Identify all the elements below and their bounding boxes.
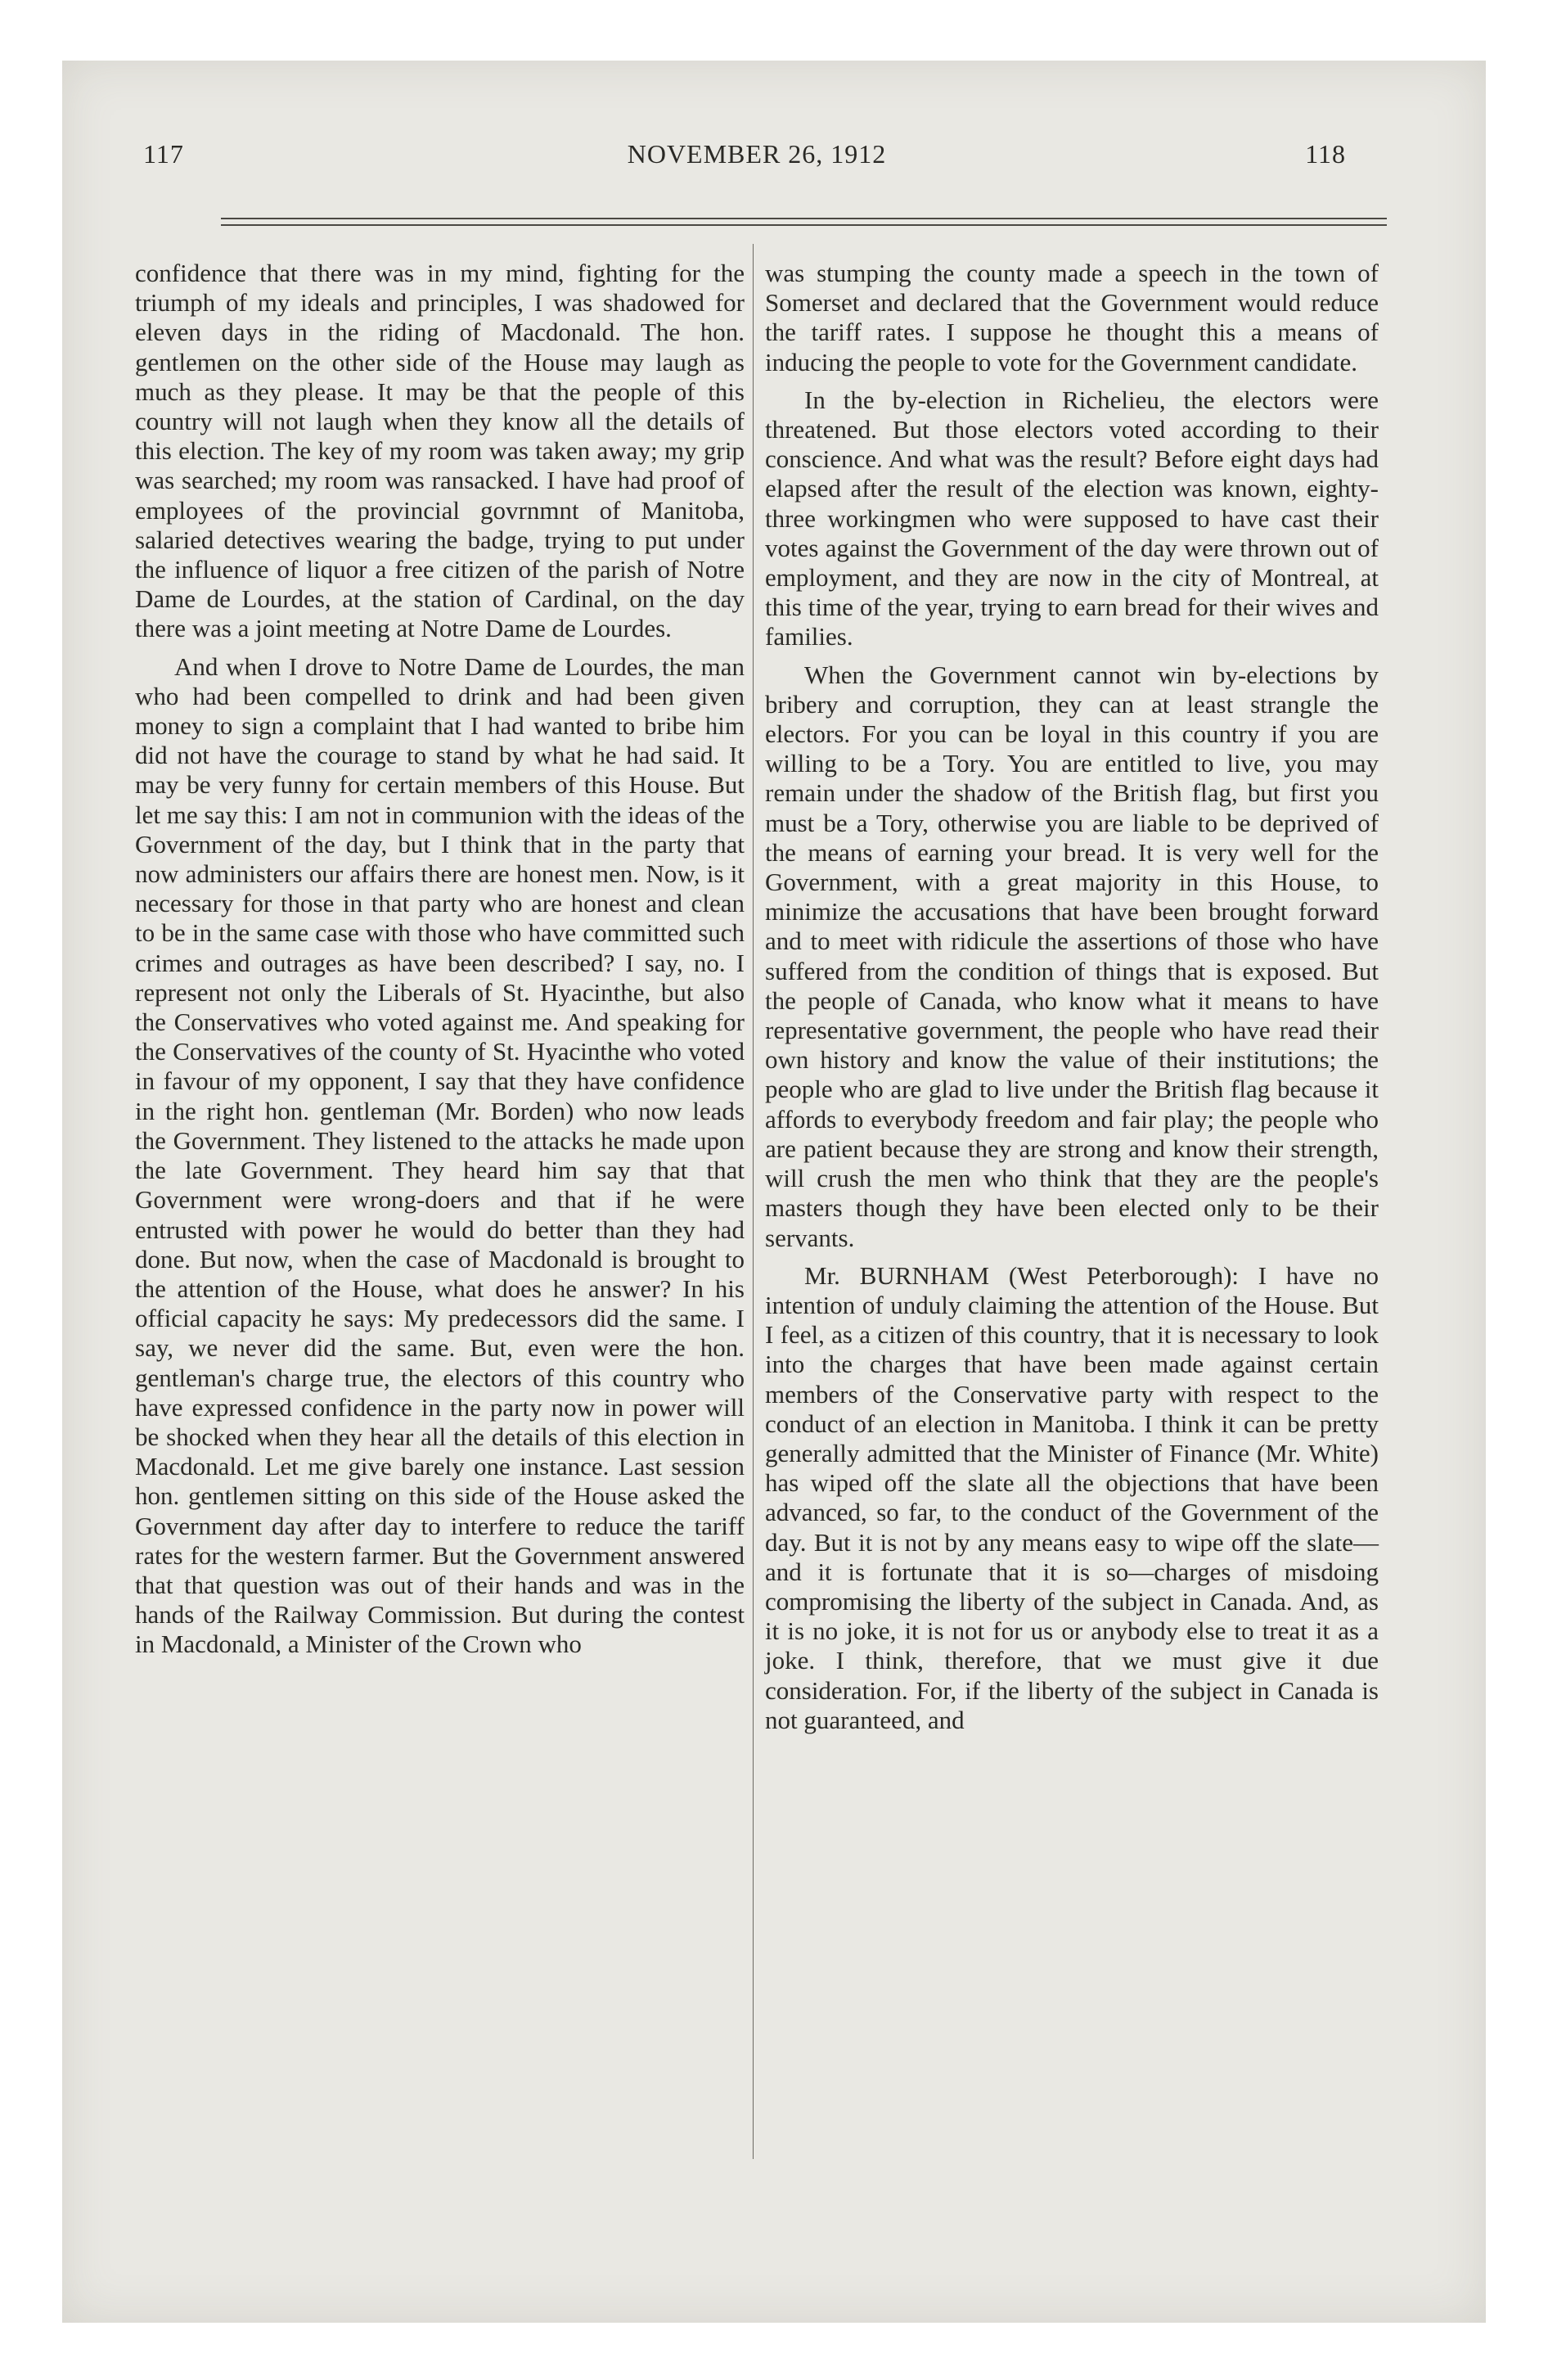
document-page [135, 139, 1379, 2267]
header-rule-bottom [221, 224, 1387, 226]
right-paragraph-4: Mr. BURNHAM (West Peterborough): I have no intention of unduly claiming the attention of the House. But I feel, as a citizen of this country, that it is necessary to look into the charges that have been made against certain members of the Conservative party with respect to the conduct of an election in Manitoba. I think it can be pretty generally admitted that the Minister of Finance (Mr. White) has wiped off the slate all the objections that have been advanced, so far, to the conduct of the Government of the day. But it is not by any means easy to wipe off the slate—and it is fortunate that it is so—charges of misdoing compromising the liberty of the subject in Canada. And, as it is no joke, it is not for us or anybody else to treat it as a joke. I think, therefore, that we must give it due consideration. For, if the liberty of the subject in Canada is not guaranteed, and [765, 1260, 1379, 1734]
right-column [765, 259, 1379, 1735]
text-columns [135, 259, 1379, 2239]
column-divider [753, 244, 754, 2159]
left-paragraph-1: confidence that there was in my mind, fighting for the triumph of my ideals and principles, I was shadowed for eleven days in the riding of Macdonald. The hon. gentlemen on the other side of the House may laugh as much as they please. It may be that the people of this country will not laugh when they know all the details of this election. The key of my room was taken away; my grip was searched; my room was ransacked. I have had proof of employees of the provincial govrnmnt of Manitoba, salaried detectives wearing the badge, trying to put under the influence of liquor a free citizen of the parish of Notre Dame de Lourdes, at the station of Cardinal, on the day there was a joint meeting at Notre Dame de Lourdes. [135, 259, 745, 643]
header-rule-top [221, 218, 1387, 219]
left-paragraph-2: And when I drove to Notre Dame de Lourdes, the man who had been compelled to drink and had been given money to sign a complaint that I had wanted to bribe him did not have the courage to stand by what he had said. It may be very funny for certain members of this House. But let me say this: I am not in communion with the ideas of the Government of the day, but I think that in the party that now administers our affairs there are honest men. Now, is it necessary for those in that party who are honest and clean to be in the same case with those who have committed such crimes and outrages as have been described? I say, no. I represent not only the Liberals of St. Hyacinthe, but also the Conservatives who voted against me. And speaking for the Conservatives of the county of St. Hyacinthe who voted in favour of my opponent, I say that they have confidence in the right hon. gentleman (Mr. Borden) who now leads the Government. They listened to the attacks he made upon the late Government. They heard him say that that Government were wrong-doers and that if he were entrusted with power he would do better than they had done. But now, when the case of Macdonald is brought to the attention of the House, what does he answer? In his official capacity he says: My predecessors did the same. I say, we never did the same. But, even were the hon. gentleman's charge true, the electors of this country who have expressed confidence in the party now in power will be shocked when they hear all the details of this election in Macdonald. Let me give barely one instance. Last session hon. gentlemen sitting on this side of the House asked the Government day after day to interfere to reduce the tariff rates for the western farmer. But the Government answered that that question was out of their hands and was in the hands of the Railway Commission. But during the contest in Macdonald, a Minister of the Crown who [135, 651, 745, 1659]
header-date: NOVEMBER 26, 1912 [627, 139, 887, 169]
right-paragraph-3: When the Government cannot win by-elections by bribery and corruption, they can at least strangle the electors. For you can be loyal in this country if you are willing to be a Tory. You are entitled to live, you may remain under the shadow of the British flag, but first you must be a Tory, otherwise you are liable to be deprived of the means of earning your bread. It is very well for the Government, with a great majority in this House, to minimize the accusations that have been brought forward and to meet with ridicule the assertions of those who have suffered from the condition of things that is exposed. But the people of Canada, who know what it means to have representative government, the people who have read their own history and know the value of their institutions; the people who are glad to live under the British flag because it affords to everybody freedom and fair play; the people who are patient because they are strong and know their strength, will crush the men who think that they are the people's masters though they have been elected only to be their servants. [765, 660, 1379, 1252]
running-header [135, 139, 1379, 185]
left-column [135, 259, 745, 1660]
right-paragraph-2: In the by-election in Richelieu, the electors were threatened. But those electors voted according to their conscience. And what was the result? Before eight days had elapsed after the result of the election was known, eighty-three workingmen who were supposed to have cast their votes against the Government of the day were thrown out of employment, and they are now in the city of Montreal, at this time of the year, trying to earn bread for their wives and families. [765, 385, 1379, 651]
right-paragraph-1: was stumping the county made a speech in the town of Somerset and declared that the Government would reduce the tariff rates. I suppose he thought this a means of inducing the people to vote for the Government candidate. [765, 259, 1379, 376]
page-number-left: 117 [143, 139, 184, 169]
page-number-right: 118 [1305, 139, 1346, 169]
